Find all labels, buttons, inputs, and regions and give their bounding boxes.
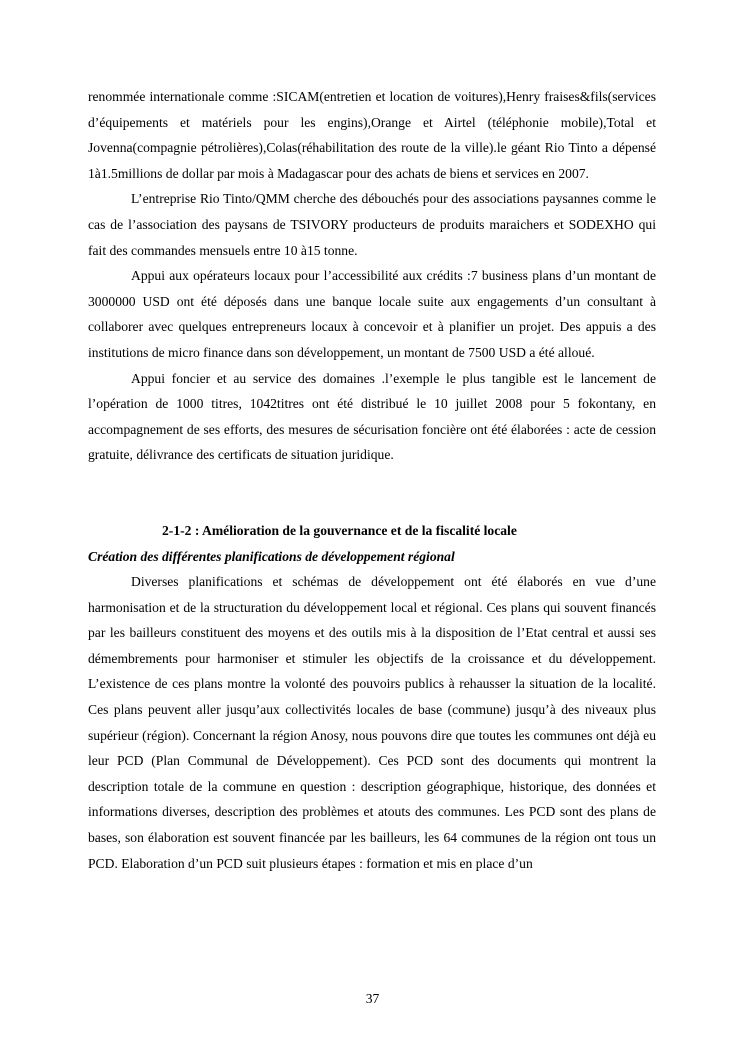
paragraph-market-outlets: L’entreprise Rio Tinto/QMM cherche des débouchés pour des associations paysannes comme le cas de l’association des paysans de TSIVORY producteurs de produits maraichers et SODEXHO qui fait des commandes mensuels entre 10 à15 tonne.: [88, 191, 656, 258]
section-heading: 2-1-2 : Amélioration de la gouvernance et de la fiscalité locale: [162, 522, 517, 538]
document-page: [88, 84, 656, 876]
paragraph-credit-support: Appui aux opérateurs locaux pour l’accessibilité aux crédits :7 business plans d’un montant de 3000000 USD ont été déposés dans une banque locale suite aux engagements d’un consultant à collaborer avec quelques entrepreneurs locaux à concevoir et à planifier un projet. Des appuis a des institutions de micro finance dans son développement, un montant de 7500 USD a été alloué.: [88, 268, 656, 360]
paragraph-suppliers: renommée internationale comme :SICAM(entretien et location de voitures),Henry fraises&fils(services d’équipements et matériels pour les engins),Orange et Airtel (téléphonie mobile),Total et Jovenna(compagnie pétrolières),Colas(réhabilitation des route de la ville).le géant Rio Tinto a dépensé 1à1.5millions de dollar par mois à Madagascar pour des achats de biens et services en 2007.: [88, 89, 656, 181]
page-number: 37: [365, 991, 380, 1006]
section-spacer: [88, 468, 656, 518]
sub-heading: Création des différentes planifications de développement régional: [88, 548, 455, 564]
paragraph-land-support: Appui foncier et au service des domaines .l’exemple le plus tangible est le lancement de l’opération de 1000 titres, 1042titres ont été distribué le 10 juillet 2008 pour 5 fokontany, en accompagnement de ses efforts, des mesures de sécurisation foncière ont été élaborées : acte de cession gratuite, délivrance des certificats de situation juridique.: [88, 370, 656, 463]
paragraph-planning: Diverses planifications et schémas de développement ont été élaborés en vue d’une harmonisation et de la structuration du développement local et régional. Ces plans qui souvent financés par les bailleurs constituent des moyens et des outils mis à la disposition de l’Etat central et aussi ses démembrements pour harmoniser et stimuler les objectifs de la croissance et du développement. L’existence de ces plans montre la volonté des pouvoirs publics à rehausser la situation de la localité. Ces plans peuvent aller jusqu’aux collectivités locales de base (commune) jusqu’à des niveaux plus supérieur (région). Concernant la région Anosy, nous pouvons dire que toutes les communes ont déjà eu leur PCD (Plan Communal de Développement). Ces PCD sont des documents qui montrent la description totale de la commune en question : description géographique, historique, des données et informations diverses, description des problèmes et atouts des communes. Les PCD sont des plans de bases, son élaboration est souvent financée par les bailleurs, les 64 communes de la région ont tous un PCD. Elaboration d’un PCD suit plusieurs étapes : formation et mis en place d’un: [88, 574, 656, 871]
